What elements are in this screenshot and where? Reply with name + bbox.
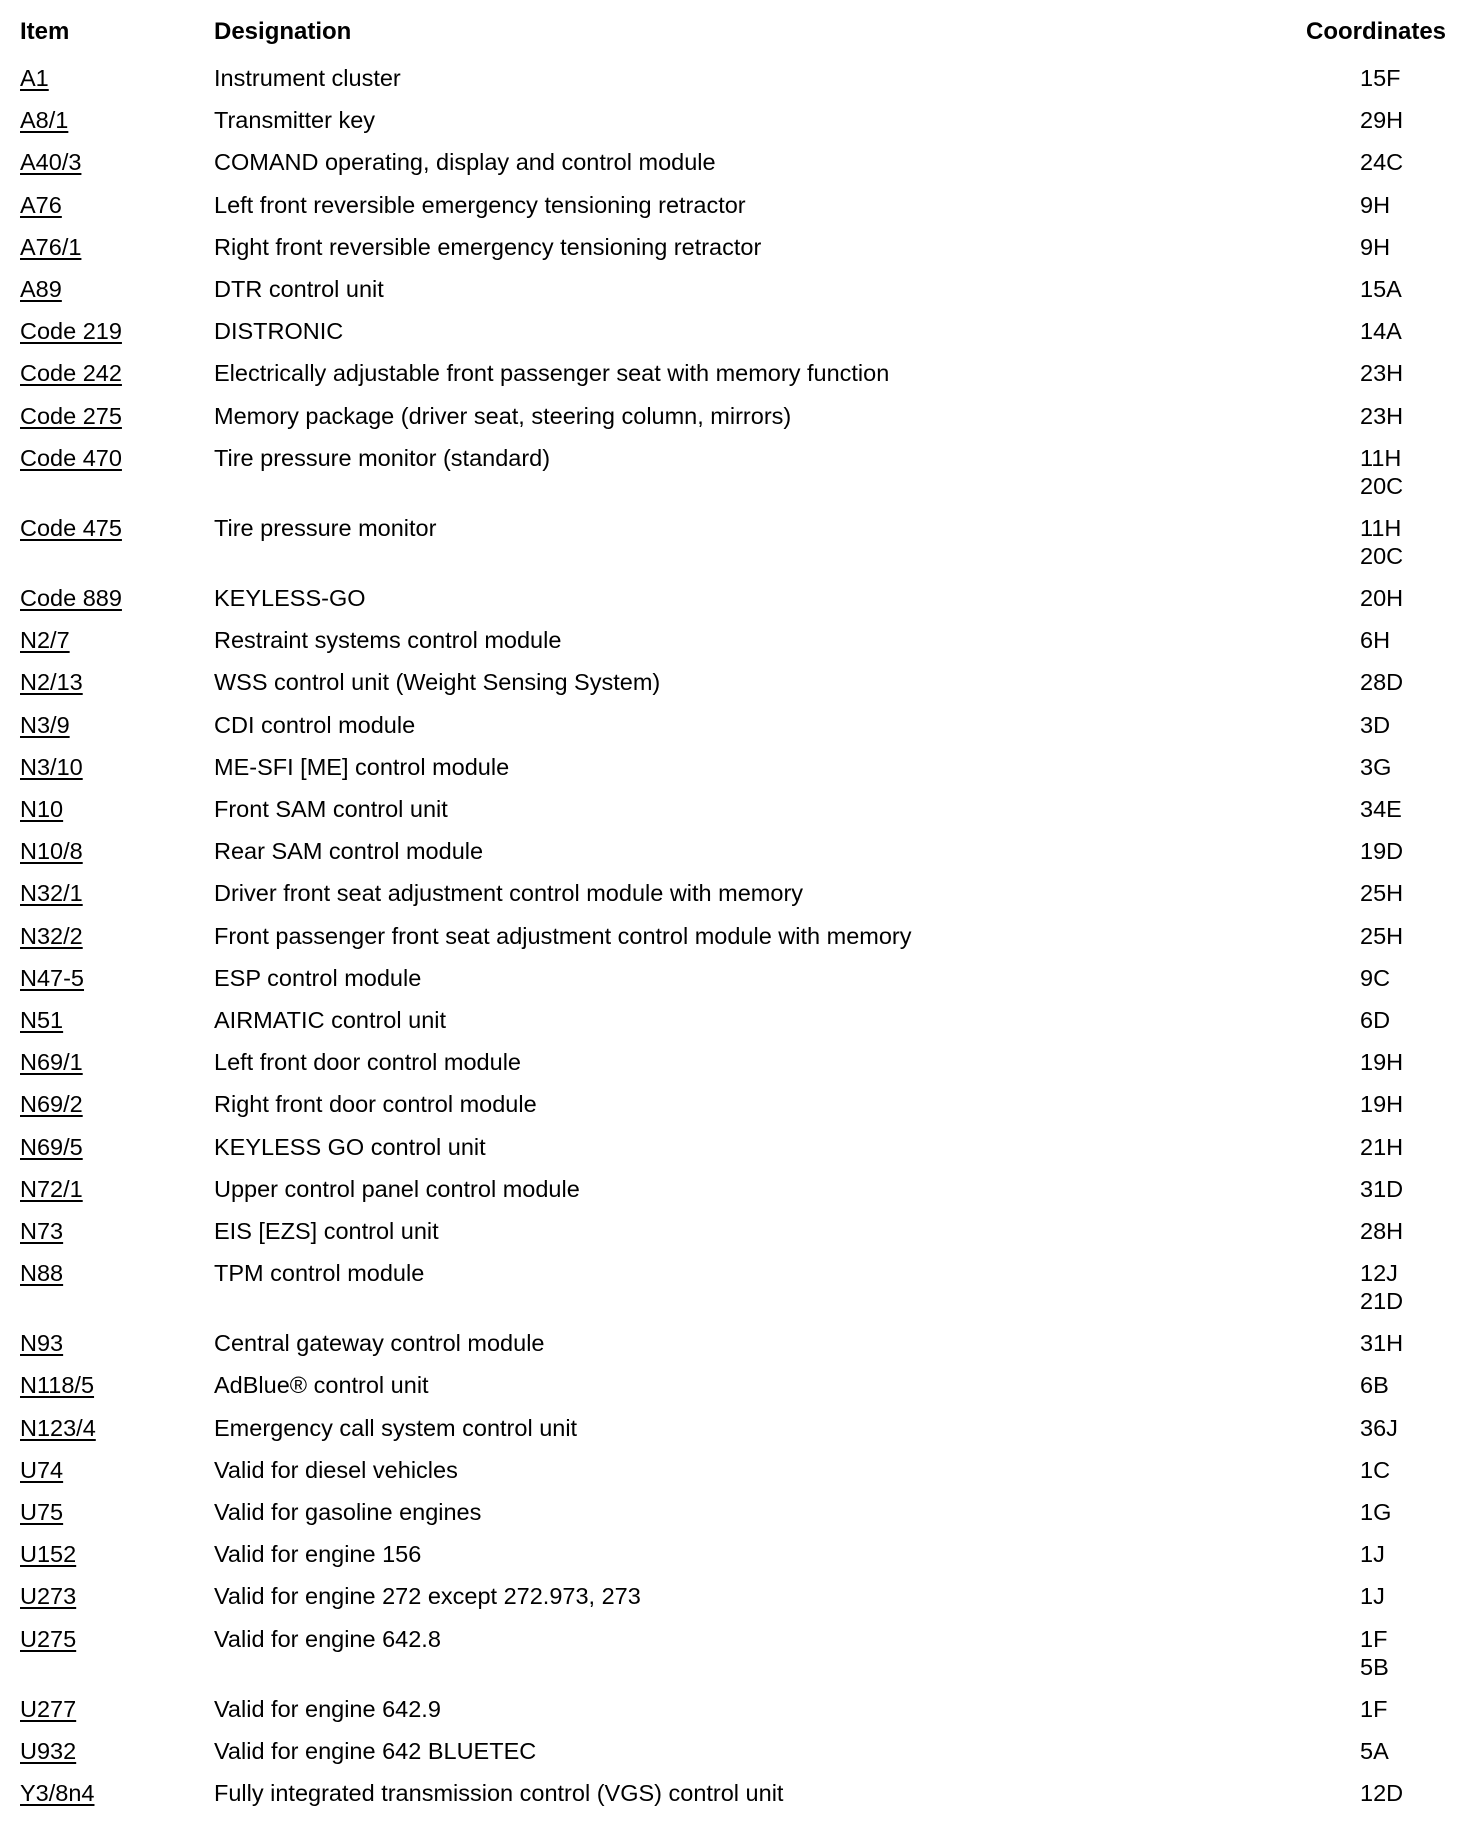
table-row	[0, 1484, 1472, 1526]
coordinate-value: 1C	[1360, 1456, 1391, 1483]
coordinate-value: 1J	[1360, 1541, 1385, 1568]
designation-cell: Restraint systems control module	[214, 627, 562, 654]
designation-cell: Rear SAM control module	[214, 838, 484, 865]
coordinate-value: 1F	[1360, 1625, 1388, 1652]
designation-cell: TPM control module	[214, 1260, 425, 1287]
item-link[interactable]: U275	[20, 1625, 77, 1652]
table-row	[0, 1526, 1472, 1568]
item-cell	[0, 64, 196, 92]
item-cell	[0, 1090, 196, 1118]
item-cell	[0, 1498, 196, 1526]
designation-cell: Valid for engine 156	[214, 1541, 422, 1568]
coordinate-value: 9H	[1360, 233, 1391, 260]
item-link[interactable]: A8/1	[20, 107, 69, 134]
table-row	[0, 1076, 1472, 1118]
coordinate-value: 11H	[1360, 514, 1402, 541]
coordinate-value: 19H	[1360, 1049, 1404, 1076]
designation-cell: Upper control panel control module	[214, 1175, 580, 1202]
item-cell	[0, 1414, 196, 1442]
coordinates-cell	[1236, 1498, 1472, 1526]
item-cell	[0, 1582, 196, 1610]
coordinate-value: 12D	[1360, 1780, 1404, 1807]
header-item: Item	[20, 18, 70, 45]
table-row	[0, 1568, 1472, 1610]
item-cell	[0, 1006, 196, 1034]
coordinates-cell	[1236, 1006, 1472, 1034]
item-link[interactable]: N3/10	[20, 753, 83, 780]
table-row	[0, 1161, 1472, 1203]
designation-cell: ESP control module	[214, 964, 422, 991]
coordinate-value: 1F	[1360, 1695, 1388, 1722]
table-body	[0, 50, 1472, 1807]
designation-cell: DISTRONIC	[214, 318, 344, 345]
designation-cell: AIRMATIC control unit	[214, 1006, 447, 1033]
table-row	[0, 388, 1472, 430]
item-link[interactable]: N47-5	[20, 964, 85, 991]
designation-cell: Electrically adjustable front passenger seat with memory function	[214, 360, 890, 387]
coordinate-value: 6H	[1360, 627, 1391, 654]
header-coordinates: Coordinates	[1306, 18, 1447, 45]
coordinates-cell	[1236, 191, 1472, 219]
coordinates-cell	[1236, 1217, 1472, 1245]
table-row	[0, 865, 1472, 907]
coordinate-value: 5A	[1360, 1737, 1389, 1764]
item-cell	[0, 1456, 196, 1484]
item-link[interactable]: N32/1	[20, 880, 83, 907]
item-cell	[0, 1133, 196, 1161]
table-row	[0, 781, 1472, 823]
item-cell	[0, 711, 196, 739]
table-row	[0, 1203, 1472, 1245]
coordinate-value: 11H	[1360, 444, 1402, 471]
coordinate-value: 24C	[1360, 149, 1404, 176]
designation-cell: Right front reversible emergency tensioning retractor	[214, 233, 762, 260]
item-link[interactable]: N123/4	[20, 1414, 96, 1441]
table-row	[0, 570, 1472, 612]
table-row	[0, 50, 1472, 92]
item-link[interactable]: N72/1	[20, 1175, 83, 1202]
table-row	[0, 261, 1472, 303]
table-row	[0, 500, 1472, 570]
item-link[interactable]: N69/1	[20, 1049, 83, 1076]
table-row	[0, 1245, 1472, 1315]
designation-cell: KEYLESS-GO	[214, 585, 366, 612]
item-link[interactable]: Y3/8n4	[20, 1780, 95, 1807]
coordinate-value: 5B	[1360, 1653, 1389, 1680]
coordinate-value: 23H	[1360, 402, 1404, 429]
table-row	[0, 345, 1472, 387]
coordinates-cell	[1236, 1048, 1472, 1076]
item-cell	[0, 626, 196, 654]
coordinates-cell	[1236, 148, 1472, 176]
coordinates-cell	[1236, 444, 1472, 500]
designation-cell: Front SAM control unit	[214, 796, 448, 822]
coordinate-value: 1J	[1360, 1583, 1385, 1610]
header-designation: Designation	[214, 18, 352, 45]
coordinates-cell	[1236, 64, 1472, 92]
item-link[interactable]: Code 470	[20, 444, 122, 471]
designation-cell: Central gateway control module	[214, 1330, 545, 1357]
table-row	[0, 1315, 1472, 1357]
designation-cell: COMAND operating, display and control module	[214, 149, 716, 176]
item-link[interactable]: A76/1	[20, 233, 82, 260]
coordinate-value: 9H	[1360, 191, 1391, 218]
coordinates-cell	[1236, 668, 1472, 696]
item-link[interactable]: Code 889	[20, 585, 122, 612]
coordinate-value: 29H	[1360, 107, 1404, 134]
coordinates-cell	[1236, 1695, 1472, 1723]
table-row	[0, 1765, 1472, 1807]
designation-cell: Left front reversible emergency tensioning retractor	[214, 191, 746, 218]
table-row	[0, 1723, 1472, 1765]
item-link[interactable]: U75	[20, 1499, 64, 1525]
coordinates-cell	[1236, 106, 1472, 134]
coordinate-value: 14A	[1360, 318, 1402, 345]
table-row	[0, 177, 1472, 219]
item-cell	[0, 1625, 196, 1653]
item-cell	[0, 879, 196, 907]
coordinates-cell	[1236, 1540, 1472, 1568]
coordinate-value: 25H	[1360, 922, 1404, 949]
item-cell	[0, 1048, 196, 1076]
table-row	[0, 1034, 1472, 1076]
item-link[interactable]: U152	[20, 1541, 77, 1568]
item-link[interactable]: N93	[20, 1330, 64, 1357]
coordinates-cell	[1236, 1175, 1472, 1203]
coordinate-value: 19H	[1360, 1091, 1404, 1118]
coordinate-value: 6D	[1360, 1006, 1391, 1033]
coordinates-cell	[1236, 1582, 1472, 1610]
coordinates-cell	[1236, 753, 1472, 781]
item-cell	[0, 444, 196, 472]
item-cell	[0, 795, 196, 823]
designation-cell: WSS control unit (Weight Sensing System)	[214, 669, 661, 696]
coordinates-cell	[1236, 879, 1472, 907]
table-row	[0, 430, 1472, 500]
item-link[interactable]: Code 275	[20, 402, 122, 429]
coordinate-value: 9C	[1360, 964, 1391, 991]
coordinate-value: 21H	[1360, 1133, 1404, 1160]
item-cell	[0, 514, 196, 542]
item-link[interactable]: N69/2	[20, 1091, 83, 1118]
coordinate-value: 15A	[1360, 275, 1402, 302]
table-row	[0, 654, 1472, 696]
coordinate-value: 25H	[1360, 880, 1404, 907]
item-link[interactable]: N118/5	[20, 1372, 95, 1399]
coordinates-cell	[1236, 795, 1472, 823]
designation-cell: Valid for engine 272 except 272.973, 273	[214, 1583, 641, 1610]
item-link[interactable]: U277	[20, 1695, 77, 1722]
coordinate-value: 3D	[1360, 711, 1391, 738]
coordinate-value: 28D	[1360, 669, 1404, 696]
designation-cell: Valid for engine 642.8	[214, 1625, 441, 1652]
coordinates-cell	[1236, 1625, 1472, 1681]
coordinates-cell	[1236, 1371, 1472, 1399]
item-cell	[0, 1259, 196, 1287]
designation-cell: Instrument cluster	[214, 65, 401, 91]
item-cell	[0, 1371, 196, 1399]
designation-cell: Valid for diesel vehicles	[214, 1456, 458, 1483]
designation-cell: Valid for engine 642.9	[214, 1695, 441, 1722]
item-link[interactable]: A1	[20, 65, 49, 91]
item-link[interactable]: N73	[20, 1217, 64, 1244]
table-row	[0, 908, 1472, 950]
designation-cell: Valid for gasoline engines	[214, 1499, 482, 1525]
coordinate-value: 12J	[1360, 1260, 1398, 1287]
coordinate-value: 31D	[1360, 1175, 1404, 1202]
coordinate-value: 31H	[1360, 1330, 1404, 1357]
item-cell	[0, 1540, 196, 1568]
coordinates-cell	[1236, 837, 1472, 865]
coordinate-value: 3G	[1360, 753, 1392, 780]
item-link[interactable]: Code 219	[20, 318, 122, 345]
item-link[interactable]: N32/2	[20, 922, 83, 949]
coordinate-value: 23H	[1360, 360, 1404, 387]
coordinates-cell	[1236, 1133, 1472, 1161]
table-row	[0, 92, 1472, 134]
item-link[interactable]: N10/8	[20, 838, 83, 865]
table-row	[0, 697, 1472, 739]
item-link[interactable]: N69/5	[20, 1133, 83, 1160]
item-link[interactable]: A89	[20, 275, 62, 302]
item-link[interactable]: N10	[20, 796, 64, 822]
item-link[interactable]: Code 475	[20, 514, 122, 541]
item-cell	[0, 584, 196, 612]
coordinates-cell	[1236, 711, 1472, 739]
coordinates-cell	[1236, 317, 1472, 345]
table-row	[0, 612, 1472, 654]
designation-cell: Tire pressure monitor	[214, 514, 437, 541]
coordinates-cell	[1236, 514, 1472, 570]
designation-cell: Tire pressure monitor (standard)	[214, 444, 551, 471]
designation-cell: Driver front seat adjustment control module with memory	[214, 880, 804, 907]
coordinate-value: 1G	[1360, 1499, 1392, 1525]
coordinates-cell	[1236, 1456, 1472, 1484]
table-row	[0, 219, 1472, 261]
table-row	[0, 134, 1472, 176]
coordinate-value: 6B	[1360, 1372, 1389, 1399]
coordinates-cell	[1236, 964, 1472, 992]
designation-cell: Memory package (driver seat, steering column, mirrors)	[214, 402, 792, 429]
item-link[interactable]: Code 242	[20, 360, 122, 387]
designation-cell: Valid for engine 642 BLUETEC	[214, 1737, 537, 1764]
table-row	[0, 1357, 1472, 1399]
item-cell	[0, 1175, 196, 1203]
item-link[interactable]: U273	[20, 1583, 77, 1610]
coordinates-cell	[1236, 233, 1472, 261]
item-cell	[0, 106, 196, 134]
coordinate-value: 15F	[1360, 65, 1401, 91]
component-table	[0, 14, 1472, 1807]
coordinates-cell	[1236, 922, 1472, 950]
designation-cell: EIS [EZS] control unit	[214, 1217, 439, 1244]
coordinates-cell	[1236, 584, 1472, 612]
designation-cell: Fully integrated transmission control (VGS) control unit	[214, 1780, 784, 1807]
coordinate-value: 20C	[1360, 472, 1404, 499]
table-row	[0, 1442, 1472, 1484]
designation-cell: Left front door control module	[214, 1049, 521, 1076]
designation-cell: CDI control module	[214, 711, 416, 738]
coordinate-value: 19D	[1360, 838, 1404, 865]
designation-cell: Front passenger front seat adjustment control module with memory	[214, 922, 912, 949]
item-cell	[0, 1737, 196, 1765]
table-row	[0, 1400, 1472, 1442]
item-cell	[0, 317, 196, 345]
coordinates-cell	[1236, 1414, 1472, 1442]
item-cell	[0, 1329, 196, 1357]
table-header	[0, 14, 1472, 50]
table-row	[0, 992, 1472, 1034]
item-cell	[0, 964, 196, 992]
coordinate-value: 20H	[1360, 585, 1404, 612]
item-cell	[0, 753, 196, 781]
coordinates-cell	[1236, 359, 1472, 387]
coordinate-value: 21D	[1360, 1288, 1404, 1315]
table-row	[0, 950, 1472, 992]
item-link[interactable]: N3/9	[20, 711, 70, 738]
item-cell	[0, 148, 196, 176]
coordinates-cell	[1236, 402, 1472, 430]
item-link[interactable]: U74	[20, 1456, 64, 1483]
coordinate-value: 36J	[1360, 1414, 1398, 1441]
coordinate-value: 28H	[1360, 1217, 1404, 1244]
item-cell	[0, 275, 196, 303]
designation-cell: Transmitter key	[214, 107, 376, 134]
table-row	[0, 303, 1472, 345]
item-link[interactable]: N2/13	[20, 669, 83, 696]
item-cell	[0, 1217, 196, 1245]
item-link[interactable]: N51	[20, 1006, 64, 1033]
item-cell	[0, 922, 196, 950]
coordinates-cell	[1236, 1329, 1472, 1357]
item-cell	[0, 1695, 196, 1723]
item-link[interactable]: A40/3	[20, 149, 82, 176]
item-cell	[0, 837, 196, 865]
item-link[interactable]: N2/7	[20, 627, 70, 654]
coordinates-cell	[1236, 626, 1472, 654]
coordinates-cell	[1236, 275, 1472, 303]
coordinate-value: 34E	[1360, 796, 1402, 822]
item-cell	[0, 402, 196, 430]
coordinates-cell	[1236, 1737, 1472, 1765]
designation-cell: AdBlue® control unit	[214, 1372, 429, 1399]
coordinates-cell	[1236, 1259, 1472, 1315]
coordinates-cell	[1236, 1090, 1472, 1118]
item-cell	[0, 1779, 196, 1807]
item-link[interactable]: N88	[20, 1260, 64, 1287]
table-row	[0, 739, 1472, 781]
table-row	[0, 1681, 1472, 1723]
table-row	[0, 1119, 1472, 1161]
designation-cell: KEYLESS GO control unit	[214, 1133, 486, 1160]
item-cell	[0, 668, 196, 696]
designation-cell: DTR control unit	[214, 275, 384, 302]
table-row	[0, 823, 1472, 865]
designation-cell: ME-SFI [ME] control module	[214, 753, 510, 780]
coordinate-value: 20C	[1360, 542, 1404, 569]
designation-cell: Emergency call system control unit	[214, 1414, 578, 1441]
item-link[interactable]: U932	[20, 1737, 77, 1764]
item-link[interactable]: A76	[20, 191, 62, 218]
item-cell	[0, 191, 196, 219]
coordinates-cell	[1236, 1779, 1472, 1807]
designation-cell: Right front door control module	[214, 1091, 537, 1118]
item-cell	[0, 359, 196, 387]
item-cell	[0, 233, 196, 261]
table-row	[0, 1611, 1472, 1681]
